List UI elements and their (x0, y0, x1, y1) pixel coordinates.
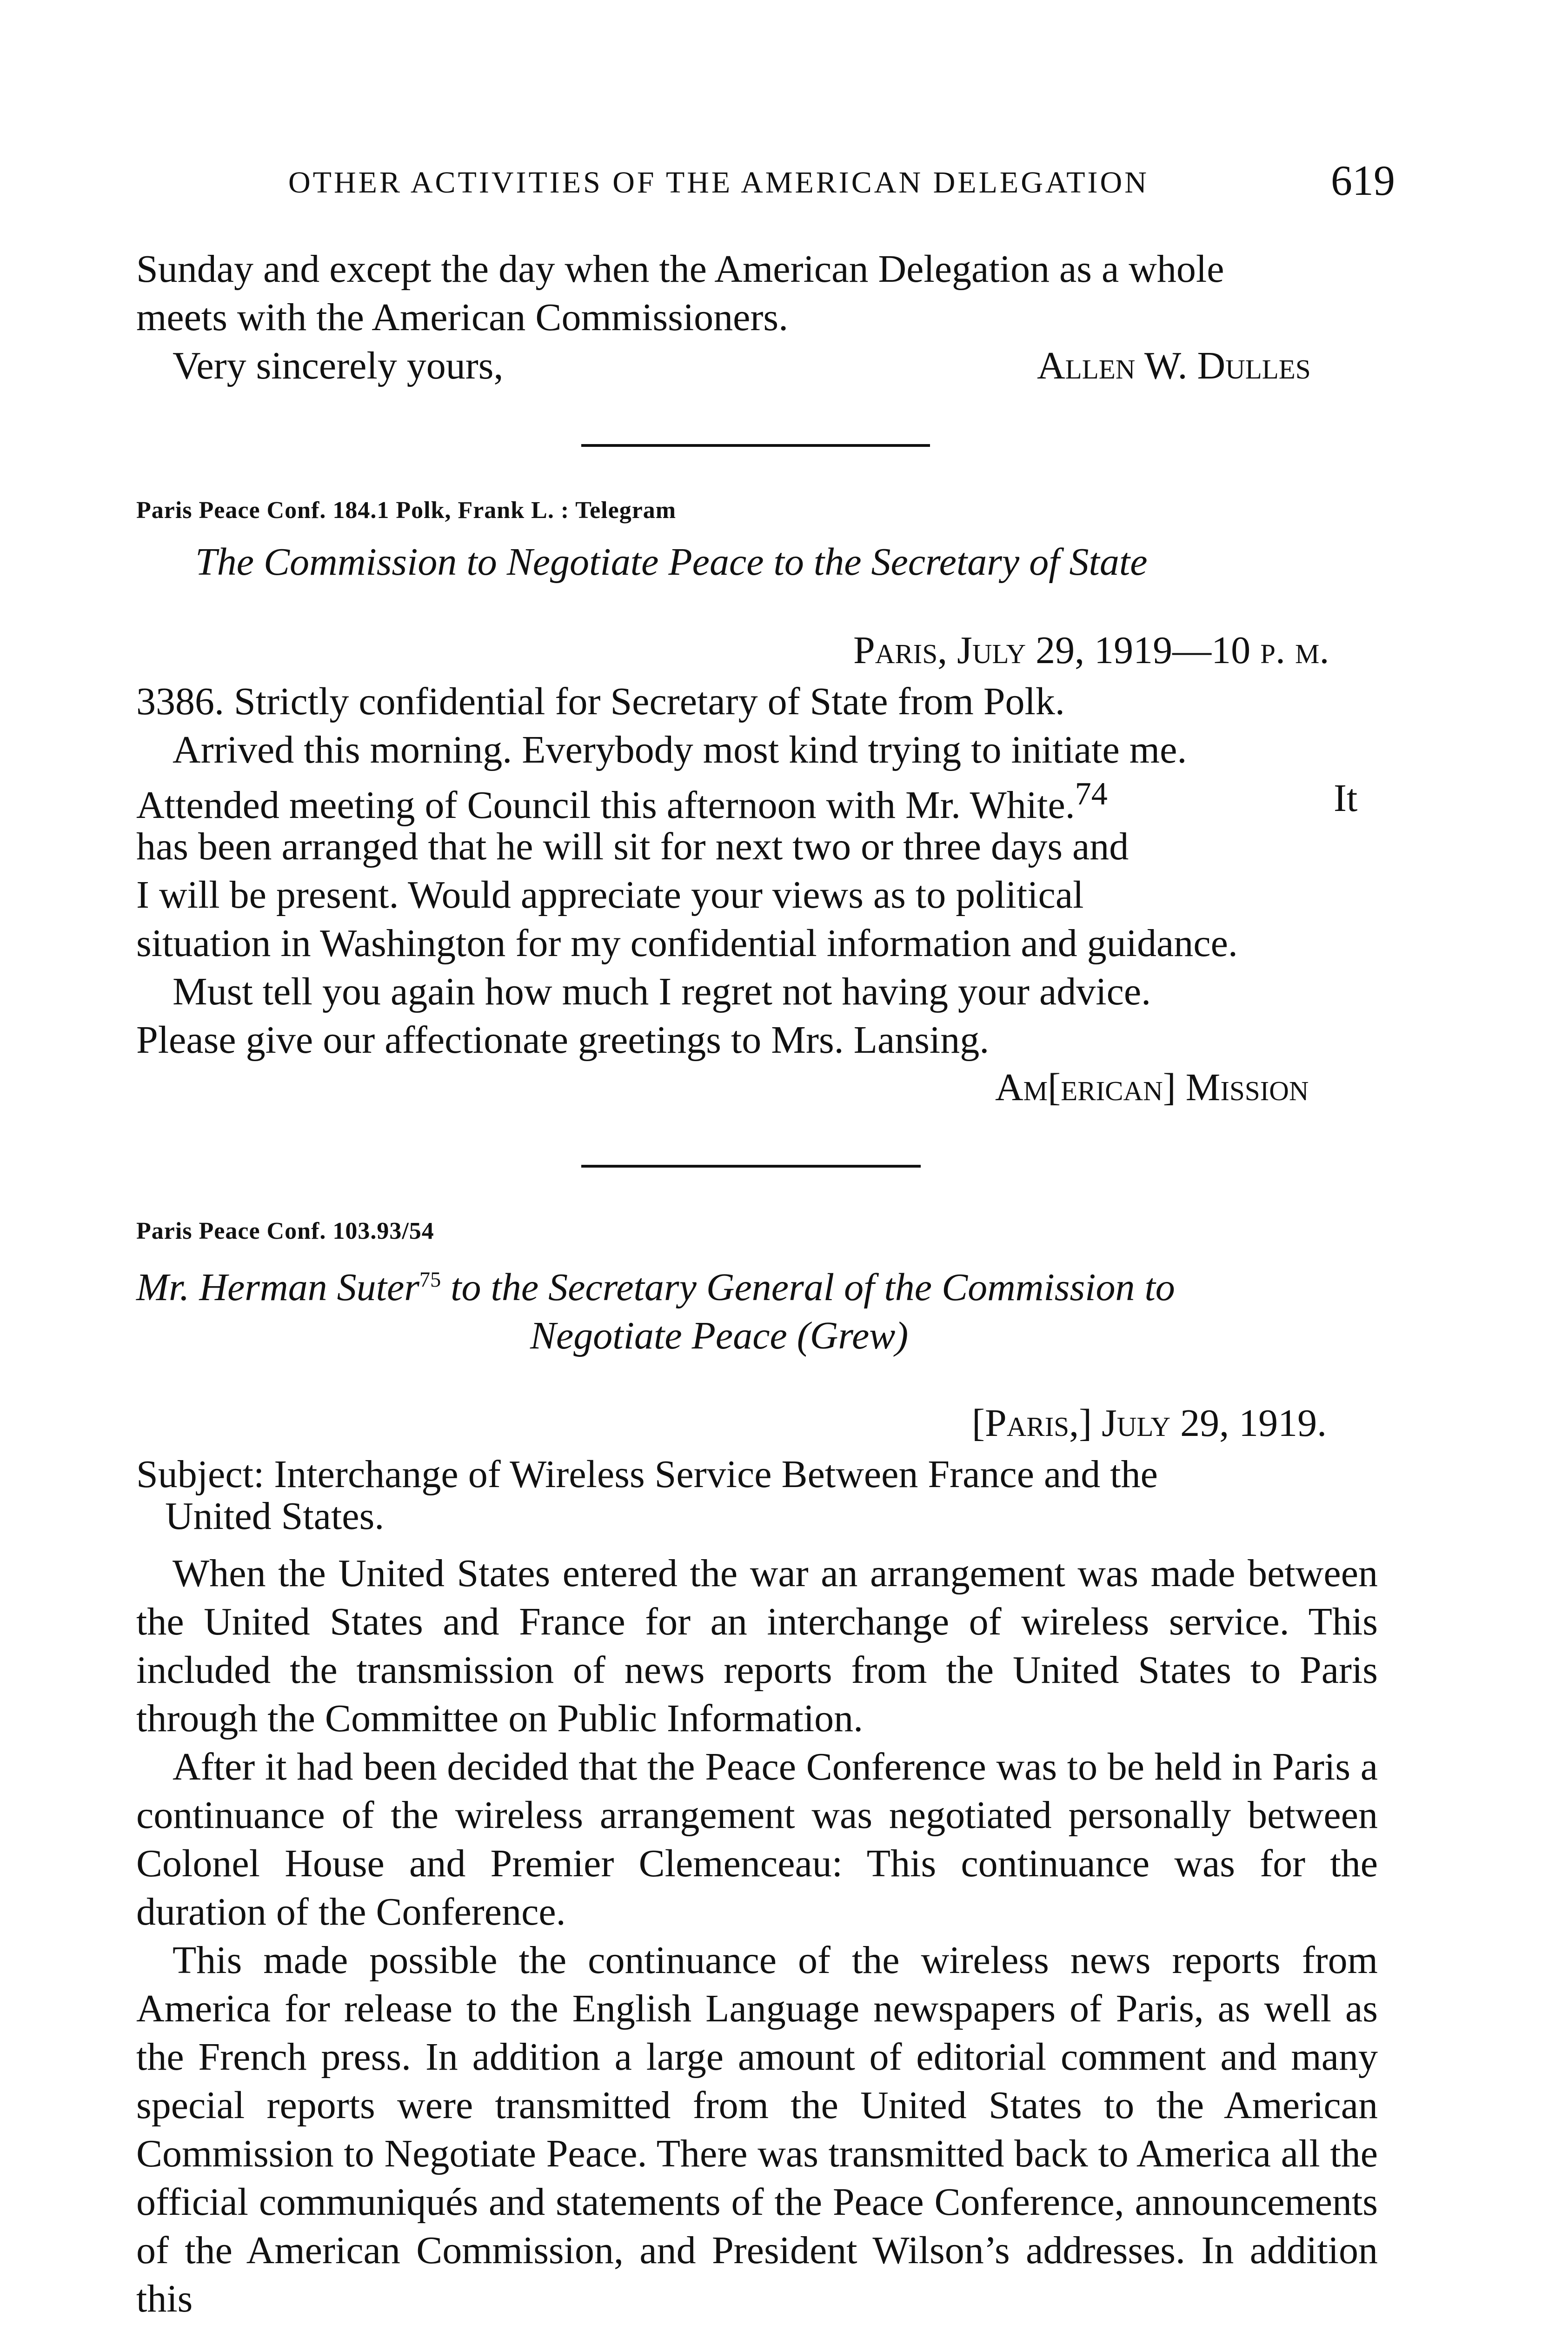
running-header-title: OTHER ACTIVITIES OF THE AMERICAN DELEGATION (288, 166, 1149, 199)
doc2-line-3-text: Attended meeting of Council this afternoon with Mr. White. (136, 784, 1075, 827)
doc3-title-name: Mr. Herman Suter (136, 1266, 419, 1309)
doc3-subject-line-1: Subject: Interchange of Wireless Service Between France and the (136, 1453, 1158, 1496)
doc2-title: The Commission to Negotiate Peace to the Secretary of State (195, 540, 1148, 584)
letter1-closing: Very sincerely yours, (173, 344, 504, 387)
footnote-ref-74: 74 (1075, 776, 1108, 812)
letter1-line-1: Sunday and except the day when the American Delegation as a whole (136, 247, 1224, 291)
doc3-paragraph-2: After it had been decided that the Peace Conference was to be held in Paris a continuance of the wireless arrangement was negotiated personally between Colonel House and Premier Clemenceau: This continuance was for the duration of the Conference. (136, 1745, 1378, 1933)
section-divider-2 (581, 1165, 921, 1168)
letter1-line-2: meets with the American Commissioners. (136, 296, 789, 339)
doc2-line-1: 3386. Strictly confidential for Secretary of State from Polk. (136, 680, 1065, 723)
doc2-reference: Paris Peace Conf. 184.1 Polk, Frank L. : Telegram (136, 497, 677, 524)
doc3-dateline (972, 1401, 1327, 1446)
doc3-title-rest: to the Secretary General of the Commission to (451, 1266, 1175, 1309)
doc2-line-3 (136, 776, 1108, 828)
doc3-title-line-2: Negotiate Peace (Grew) (530, 1314, 909, 1357)
page-number: 619 (1331, 157, 1395, 204)
letter1-signature: Allen W. Dulles (1037, 344, 1311, 387)
doc2-line-4: has been arranged that he will sit for next two or three days and (136, 825, 1129, 868)
doc2-signature: Am[erican] Mission (995, 1066, 1309, 1109)
doc2-line-2: Arrived this morning. Everybody most kind trying to initiate me. (173, 728, 1187, 771)
doc2-line-6: situation in Washington for my confidential information and guidance. (136, 922, 1238, 965)
doc3-dateline-text: [Paris,] July 29, 1919. (972, 1402, 1327, 1445)
doc3-title-line-1 (136, 1265, 1175, 1310)
doc3-paragraph-3: This made possible the continuance of the wireless news reports from America for release to the English Language newspapers of Paris, as well as the French press. In addition a large amount of editorial comment and many special reports were transmitted from the United States to the American Commission to Negotiate Peace. There was transmitted back to America all the official communiqués and statements of the Peace Conference, announcements of the American Commission, and President Wilson’s addresses. In addition this (136, 1939, 1378, 2320)
doc3-reference: Paris Peace Conf. 103.93/54 (136, 1218, 434, 1244)
doc3-paragraph-1: When the United States entered the war an arrangement was made between the United States and France for an interchange of wireless service. This included the transmission of news reports from the United States to Paris through the Committee on Public Information. (136, 1552, 1378, 1740)
doc2-dateline (853, 628, 1329, 673)
doc2-dateline-text: Paris, July 29, 1919—10 p. m. (853, 629, 1329, 672)
section-divider-1 (581, 444, 930, 447)
doc3-subject-line-2: United States. (165, 1495, 385, 1538)
footnote-ref-75: 75 (419, 1268, 441, 1291)
doc2-line-3-end: It (1334, 777, 1358, 820)
doc2-line-8: Please give our affectionate greetings to Mrs. Lansing. (136, 1018, 990, 1062)
doc2-line-7: Must tell you again how much I regret not having your advice. (173, 970, 1151, 1013)
doc2-line-5: I will be present. Would appreciate your views as to political (136, 873, 1084, 917)
